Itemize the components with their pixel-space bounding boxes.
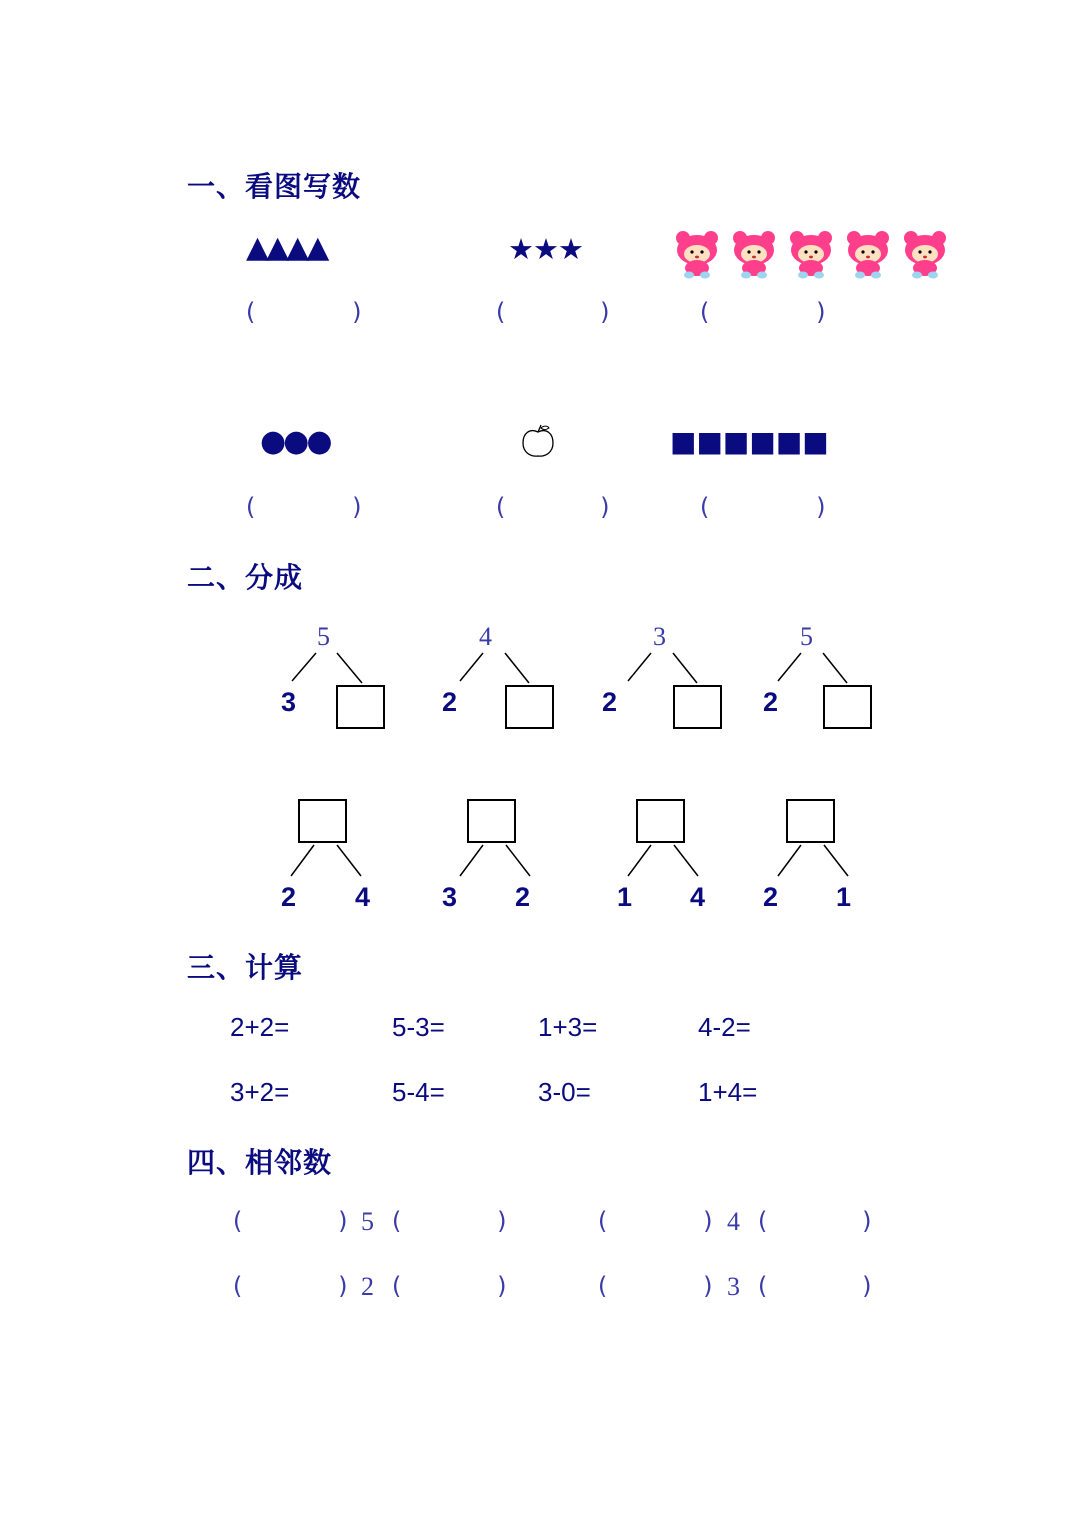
answer-paren-open: ( [389, 1207, 404, 1235]
answer-paren-close: ) [350, 298, 365, 326]
section-title-decompose: 二、分成 [187, 561, 304, 594]
answer-paren-close: ) [860, 1272, 875, 1300]
calc-item: 1+3= [538, 1012, 598, 1042]
split-part: 4 [690, 882, 706, 912]
answer-paren-close: ) [701, 1207, 716, 1235]
answer-paren-open: ( [697, 298, 712, 326]
answer-paren-close: ) [495, 1207, 510, 1235]
calc-item: 5-3= [392, 1012, 445, 1042]
answer-paren-close: ) [336, 1272, 351, 1300]
answer-paren-open: ( [697, 493, 712, 521]
answer-paren-open: ( [230, 1272, 245, 1300]
section-title-calculate: 三、计算 [187, 951, 304, 984]
answer-paren-open: ( [595, 1207, 610, 1235]
split-part: 1 [836, 882, 852, 912]
split-total: 4 [479, 622, 492, 651]
answer-box[interactable] [673, 685, 722, 729]
split-part: 3 [281, 687, 297, 717]
neighbor-center-number: 5 [361, 1207, 374, 1236]
neighbor-center-number: 4 [727, 1207, 740, 1236]
answer-paren-close: ) [495, 1272, 510, 1300]
answer-paren-open: ( [230, 1207, 245, 1235]
split-part: 4 [355, 882, 371, 912]
answer-paren-open: ( [755, 1207, 770, 1235]
answer-paren-close: ) [598, 493, 613, 521]
split-total: 5 [800, 622, 813, 651]
neighbor-center-number: 2 [361, 1272, 374, 1301]
calc-item: 2+2= [230, 1012, 290, 1042]
answer-box[interactable] [505, 685, 554, 729]
answer-paren-open: ( [595, 1272, 610, 1300]
answer-paren-close: ) [814, 493, 829, 521]
section-title-neighbor-numbers: 四、相邻数 [187, 1146, 333, 1179]
answer-paren-open: ( [493, 493, 508, 521]
circle-icon-group: ●●● [260, 424, 330, 459]
calc-item: 3-0= [538, 1077, 591, 1107]
square-icon-group: ■■■■■■ [670, 425, 829, 458]
split-part: 2 [763, 882, 779, 912]
answer-paren-close: ) [701, 1272, 716, 1300]
answer-paren-open: ( [243, 493, 258, 521]
answer-paren-close: ) [860, 1207, 875, 1235]
answer-paren-close: ) [598, 298, 613, 326]
calc-item: 5-4= [392, 1077, 445, 1107]
answer-paren-open: ( [389, 1272, 404, 1300]
answer-box[interactable] [467, 799, 516, 843]
answer-paren-open: ( [755, 1272, 770, 1300]
split-part: 2 [515, 882, 531, 912]
answer-paren-open: ( [243, 298, 258, 326]
answer-box[interactable] [786, 799, 835, 843]
split-part: 3 [442, 882, 458, 912]
triangle-icon-group: ▲▲▲▲ [246, 230, 327, 265]
split-part: 1 [617, 882, 633, 912]
answer-box[interactable] [298, 799, 347, 843]
answer-paren-open: ( [493, 298, 508, 326]
split-total: 3 [653, 622, 666, 651]
split-part: 2 [763, 687, 779, 717]
neighbor-center-number: 3 [727, 1272, 740, 1301]
answer-box[interactable] [636, 799, 685, 843]
answer-box[interactable] [336, 685, 385, 729]
answer-paren-close: ) [350, 493, 365, 521]
calc-item: 4-2= [698, 1012, 751, 1042]
section-title-write-numbers: 一、看图写数 [187, 170, 362, 203]
calc-item: 1+4= [698, 1077, 758, 1107]
split-part: 2 [602, 687, 618, 717]
split-part: 2 [442, 687, 458, 717]
calc-item: 3+2= [230, 1077, 290, 1107]
split-part: 2 [281, 882, 297, 912]
answer-paren-close: ) [336, 1207, 351, 1235]
answer-paren-close: ) [814, 298, 829, 326]
split-total: 5 [317, 622, 330, 651]
answer-box[interactable] [823, 685, 872, 729]
star-icon-group: ★★★ [508, 232, 583, 266]
